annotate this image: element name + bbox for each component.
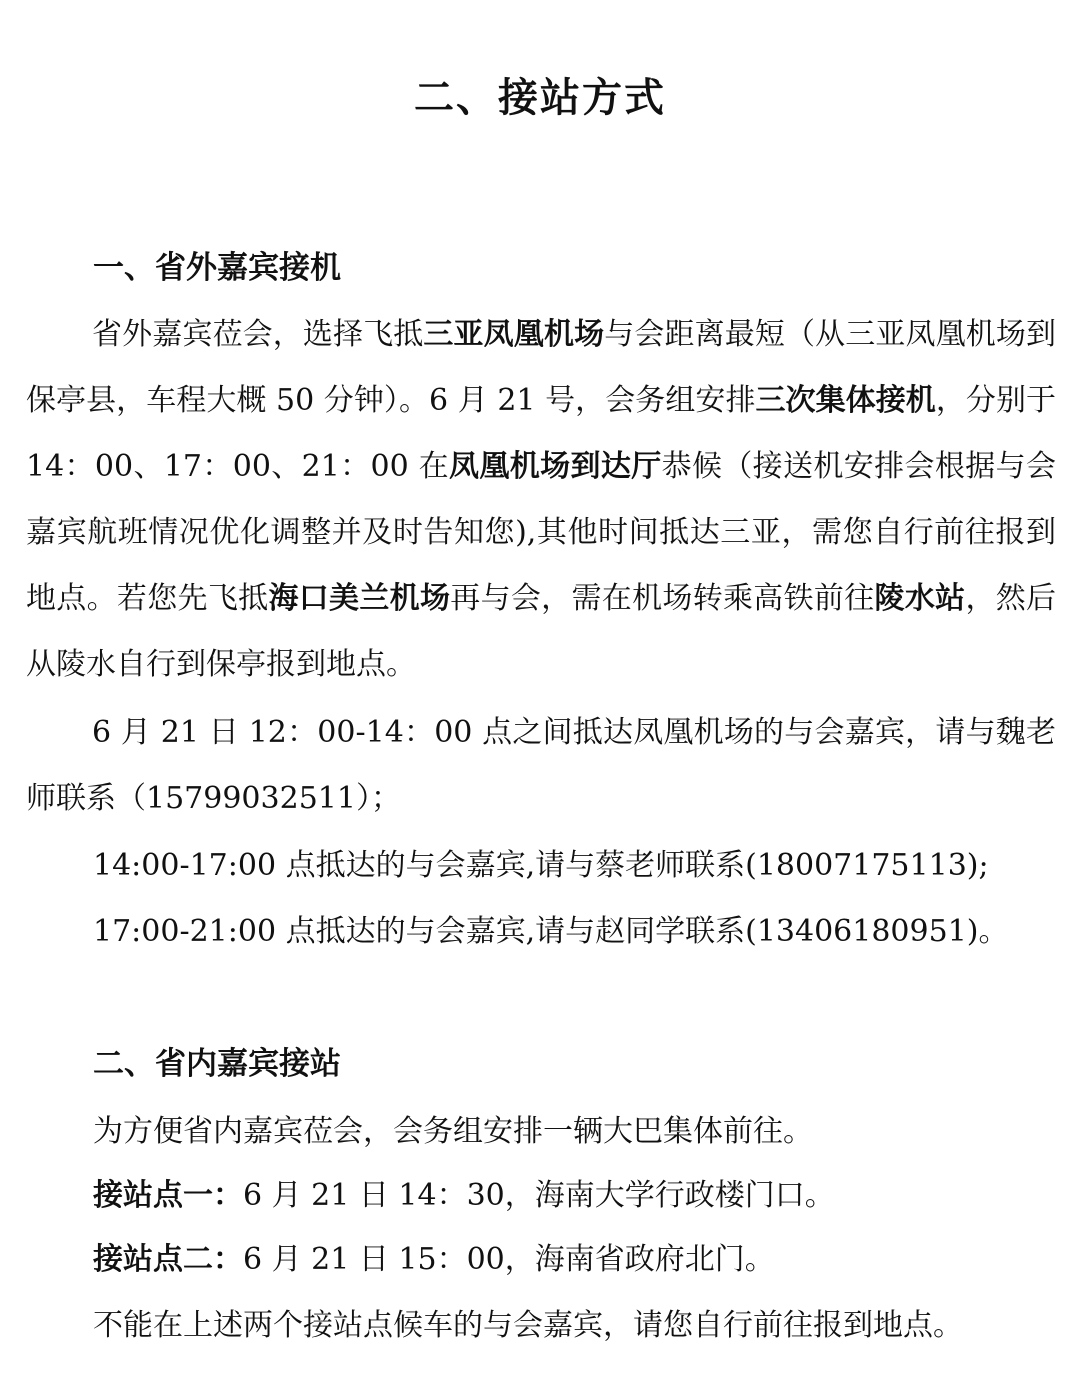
bold-run-three-pickups: 三次集体接机 [755, 383, 936, 418]
pickup-point-two-text: 6 月 21 日 15：00，海南省政府北门。 [243, 1242, 775, 1277]
bold-run-sanya-airport: 三亚凤凰机场 [423, 317, 605, 352]
bold-run-arrival-hall: 凤凰机场到达厅 [449, 449, 662, 484]
text-run: 再与会，需在机场转乘高铁前往 [450, 581, 875, 616]
text-run: 恭候（接送机安排会根据与会嘉宾航班情况优化调整并及时告知您),其他时间抵达三亚，需您自行前往报到地点。若您先飞抵 [26, 449, 1056, 616]
pickup-point-two-label: 接站点二： [93, 1242, 243, 1277]
line-self-travel-note: 不能在上述两个接站点候车的与会嘉宾，请您自行前往报到地点。 [93, 1308, 963, 1343]
text-run: ，然后从陵水自行到保亭报到地点。 [26, 581, 1057, 682]
paragraph-airport-pickup [26, 302, 1056, 698]
paragraph-contact-wei: 6 月 21 日 12：00-14：00 点之间抵达凤凰机场的与会嘉宾，请与魏老师联系（15799032511）； [26, 715, 1056, 816]
text-run: 省外嘉宾莅会，选择飞抵 [92, 317, 424, 352]
pickup-point-one-label: 接站点一： [93, 1178, 243, 1213]
text-run: 与会距离最短（从三亚凤凰机场到保亭县，车程大概 50 分钟）。6 月 21 号，会务组安排 [26, 317, 1057, 418]
line-pickup-point-two [93, 1238, 775, 1282]
line-pickup-point-one [93, 1174, 835, 1218]
section-heading-outside-province: 一、省外嘉宾接机 [93, 250, 341, 286]
section-heading-inside-province: 二、省内嘉宾接站 [93, 1046, 341, 1082]
bold-run-lingshui-station: 陵水站 [874, 581, 966, 616]
bold-run-haikou-airport: 海口美兰机场 [268, 581, 451, 616]
line-contact-cai: 14:00-17:00 点抵达的与会嘉宾,请与蔡老师联系(18007175113); [93, 848, 989, 883]
line-bus-arrangement: 为方便省内嘉宾莅会，会务组安排一辆大巴集体前往。 [93, 1114, 813, 1149]
pickup-point-one-text: 6 月 21 日 14：30，海南大学行政楼门口。 [243, 1178, 835, 1213]
line-contact-zhao: 17:00-21:00 点抵达的与会嘉宾,请与赵同学联系(13406180951)。 [93, 914, 1009, 949]
text-run: ，分别于 14：00、17：00、21：00 在 [26, 383, 1057, 484]
page-title: 二、接站方式 [414, 74, 666, 121]
